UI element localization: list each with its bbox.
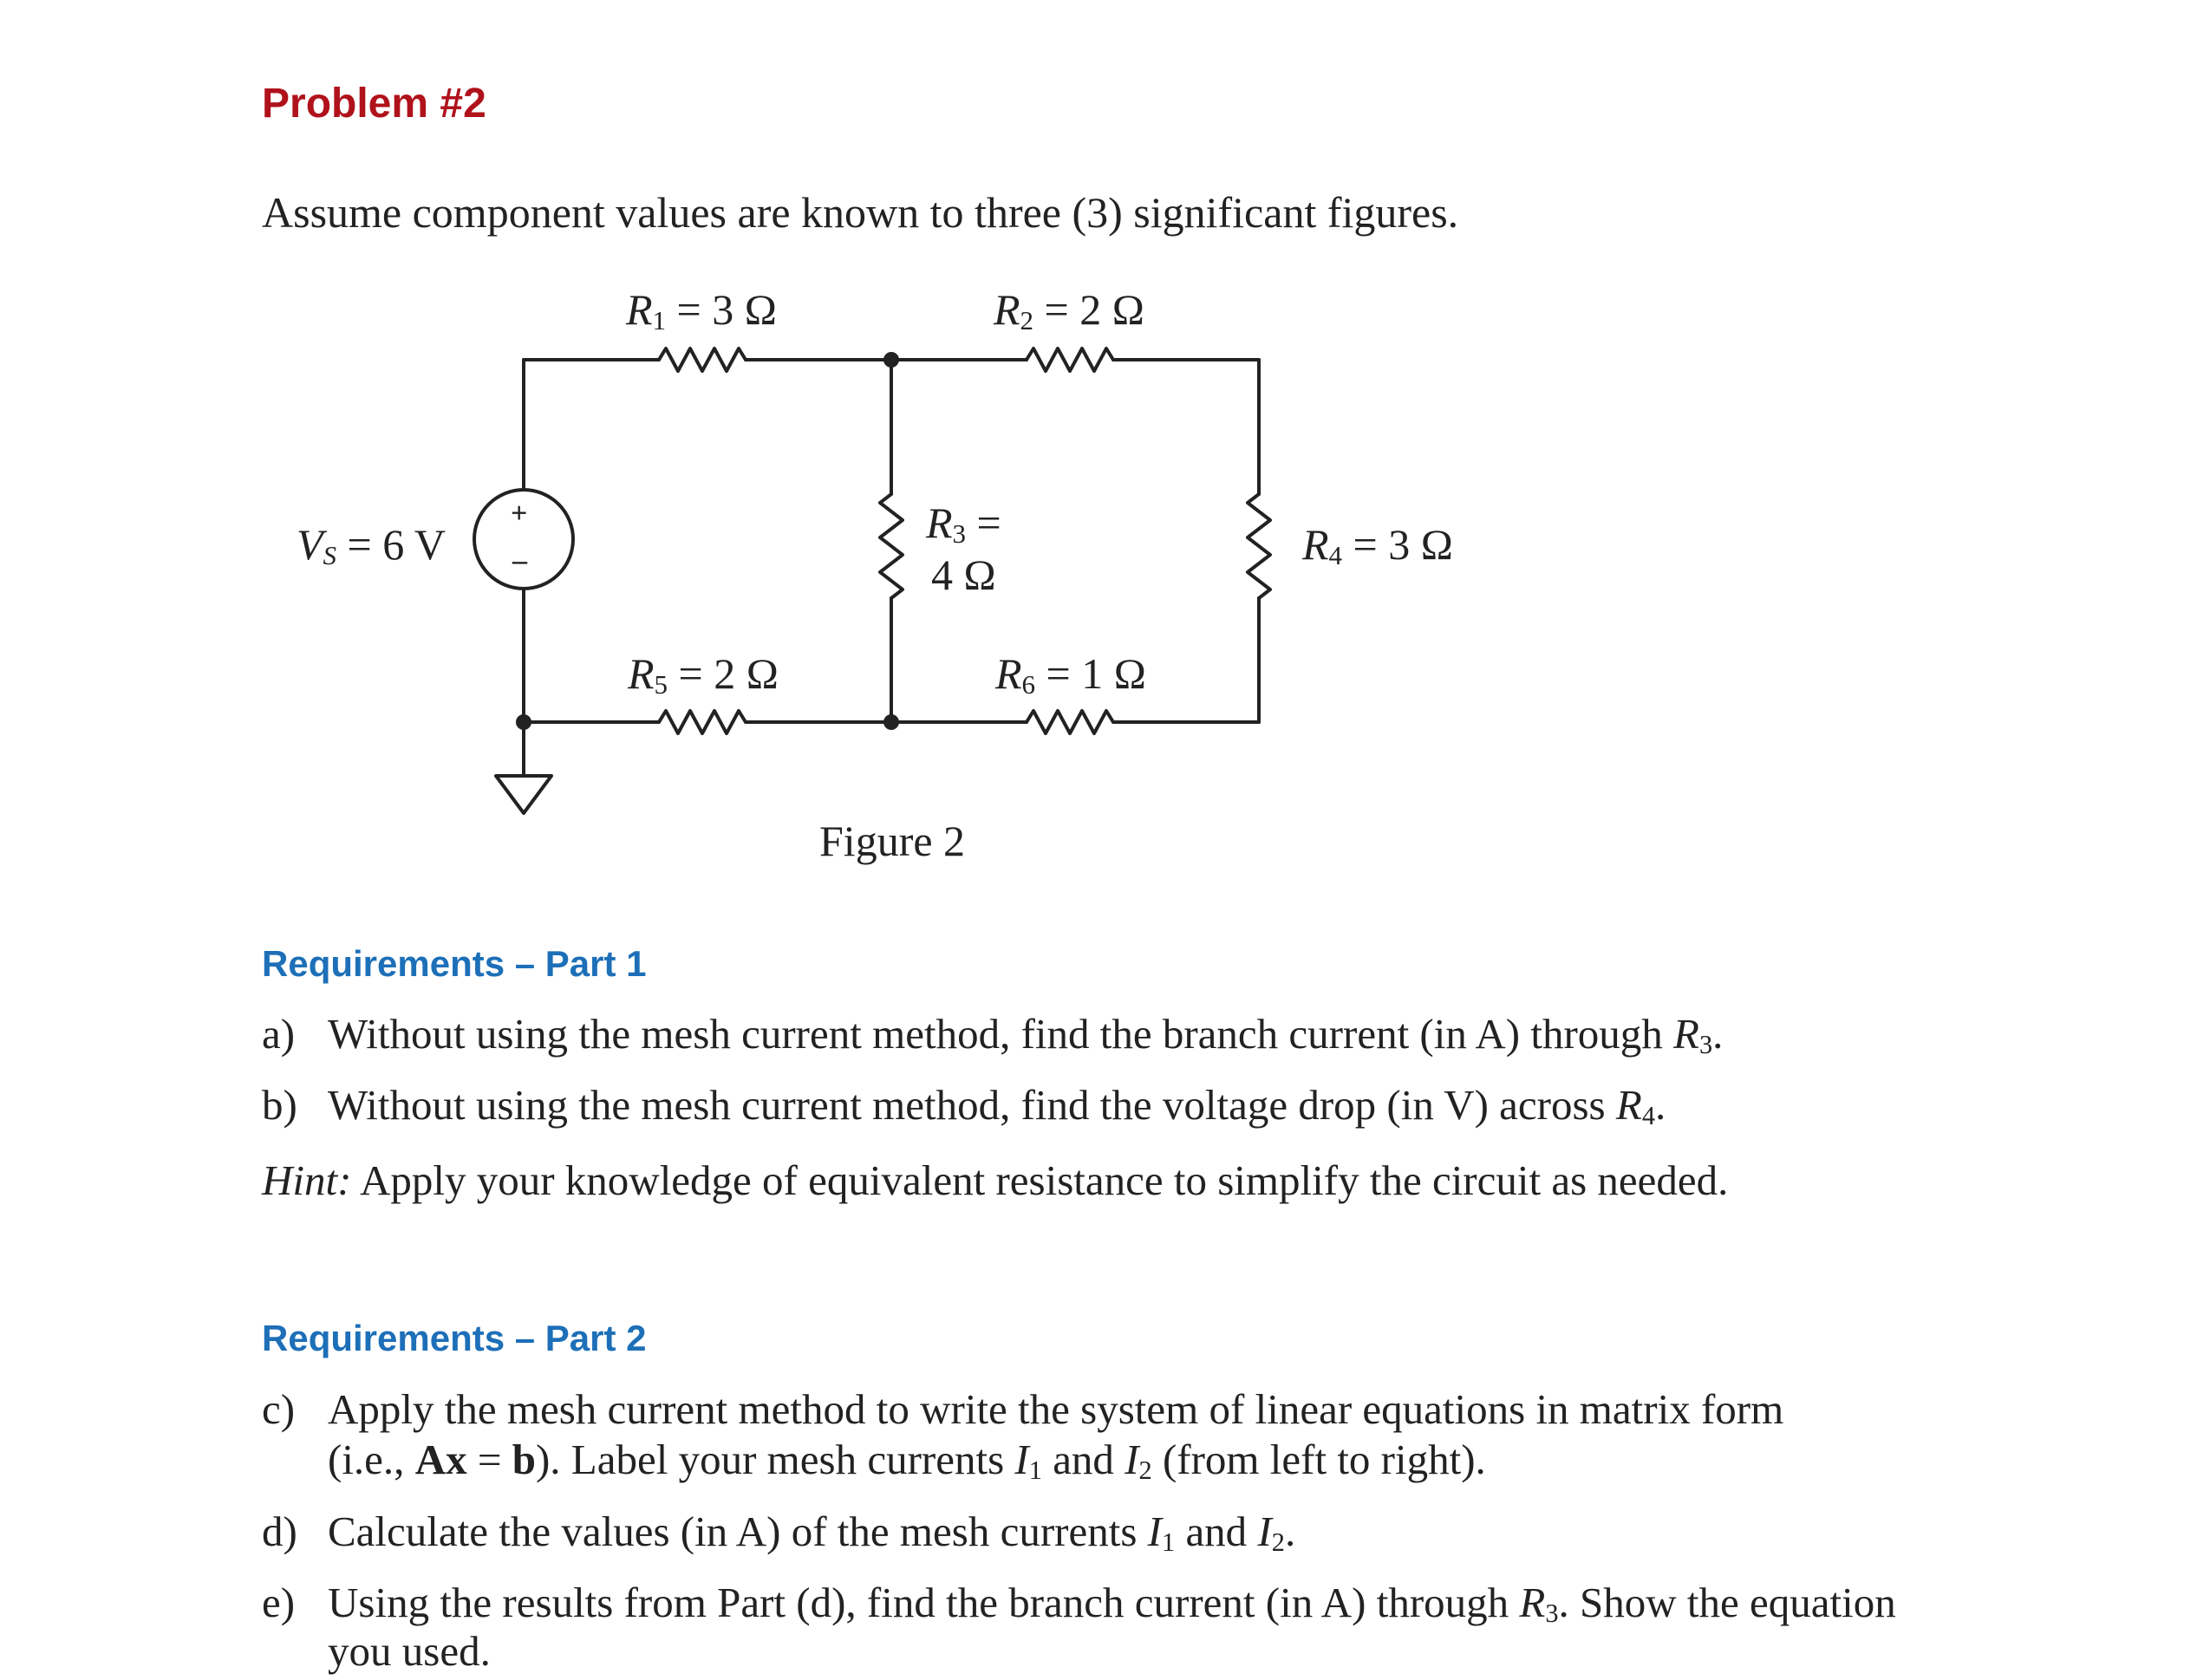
r4-subscript: 4	[1328, 540, 1343, 571]
resistor-r6	[1027, 711, 1113, 733]
r1-value: = 3 Ω	[666, 285, 777, 334]
item-c-vector-b: b	[512, 1436, 536, 1483]
r1-subscript: 1	[652, 305, 667, 336]
item-c-l2c: (from left to right).	[1151, 1436, 1486, 1483]
label-r1	[626, 285, 777, 336]
item-d-i2: I	[1257, 1507, 1272, 1555]
item-e-end: . Show the equation	[1558, 1579, 1896, 1626]
label-r3	[926, 498, 1001, 550]
hint	[262, 1156, 1728, 1206]
source-minus-sign: –	[512, 544, 527, 576]
item-d-end: .	[1284, 1507, 1296, 1555]
r2-subscript: 2	[1020, 305, 1034, 336]
item-a	[262, 1009, 1723, 1065]
r4-value: = 3 Ω	[1342, 520, 1453, 569]
item-e-line2: you used.	[328, 1627, 491, 1675]
item-b-var: R	[1615, 1081, 1642, 1129]
label-r6	[995, 649, 1146, 700]
item-c-i1: I	[1014, 1436, 1029, 1483]
item-c-and: and	[1041, 1436, 1125, 1483]
item-a-mark: a)	[262, 1010, 296, 1058]
item-e-text: Using the results from Part (d), find the branch current (in A) through	[328, 1579, 1520, 1626]
item-c	[262, 1384, 1783, 1435]
r5-symbol: R	[628, 649, 655, 698]
part1-heading: Requirements – Part 1	[262, 943, 647, 984]
resistor-r2	[1027, 348, 1113, 371]
item-e-mark: e)	[262, 1579, 296, 1626]
item-a-end: .	[1712, 1010, 1724, 1058]
item-e-var: R	[1519, 1579, 1546, 1626]
figure-caption: Figure 2	[819, 817, 966, 865]
item-d-text: Calculate the values (in A) of the mesh currents	[328, 1507, 1148, 1555]
item-c-i2-sub: 2	[1138, 1455, 1152, 1486]
item-b-mark: b)	[262, 1081, 297, 1129]
r6-symbol: R	[995, 649, 1022, 698]
resistor-r1	[659, 348, 746, 371]
r5-subscript: 5	[654, 669, 668, 700]
r4-symbol: R	[1302, 520, 1329, 569]
item-b-sub: 4	[1641, 1101, 1655, 1131]
item-b	[262, 1080, 1666, 1136]
item-e-sub: 3	[1545, 1599, 1559, 1629]
problem-title: Problem #2	[262, 81, 486, 127]
label-r5	[628, 649, 779, 700]
intro-text: Assume component values are known to three (3) significant figures.	[262, 188, 1459, 237]
item-c-line1: Apply the mesh current method to write the system of linear equations in matrix form	[328, 1385, 1784, 1433]
item-d-i1: I	[1147, 1507, 1162, 1555]
label-r4	[1302, 520, 1453, 571]
label-r3-line2: 4 Ω	[931, 550, 996, 599]
resistor-r4	[1248, 494, 1270, 598]
item-a-text: Without using the mesh current method, find the branch current (in A) through	[328, 1010, 1674, 1058]
r3-symbol: R	[926, 498, 953, 547]
source-plus-sign: +	[511, 498, 528, 530]
r6-subscript: 6	[1021, 669, 1036, 700]
r2-value: = 2 Ω	[1033, 285, 1144, 334]
item-c-i2: I	[1125, 1436, 1139, 1483]
item-c-i1-sub: 1	[1028, 1455, 1042, 1486]
node-top-mid	[883, 352, 899, 368]
r3-subscript: 3	[952, 518, 967, 550]
item-c-l2b: ). Label your mesh currents	[535, 1436, 1015, 1483]
node-bottom-mid	[883, 714, 899, 730]
hint-text: Apply your knowledge of equivalent resistance to simplify the circuit as needed.	[351, 1156, 1729, 1204]
item-c-eq: =	[466, 1436, 512, 1483]
label-r2	[994, 285, 1144, 336]
item-d-mark: d)	[262, 1507, 297, 1555]
item-b-end: .	[1655, 1081, 1666, 1129]
item-e	[262, 1578, 1896, 1633]
r1-symbol: R	[626, 285, 653, 334]
item-d-i2-sub: 2	[1271, 1527, 1285, 1558]
item-b-text: Without using the mesh current method, find the voltage drop (in V) across	[328, 1081, 1616, 1129]
item-d-i1-sub: 1	[1162, 1527, 1176, 1558]
vs-subscript: S	[323, 540, 337, 571]
item-a-sub: 3	[1698, 1030, 1713, 1060]
r2-symbol: R	[994, 285, 1020, 334]
part2-heading: Requirements – Part 2	[262, 1318, 647, 1358]
item-d	[262, 1507, 1295, 1562]
item-c-mark: c)	[262, 1385, 296, 1433]
item-d-and: and	[1175, 1507, 1258, 1555]
r5-value: = 2 Ω	[668, 649, 779, 698]
ground-icon	[496, 776, 551, 813]
item-c-l2a: (i.e.,	[328, 1436, 415, 1483]
r6-value: = 1 Ω	[1035, 649, 1146, 698]
item-c-vector-x: x	[446, 1436, 467, 1483]
resistor-r3	[880, 494, 903, 598]
hint-label: Hint:	[262, 1156, 352, 1204]
item-c-matrix-a: A	[414, 1436, 447, 1483]
r3-value: =	[966, 498, 1001, 547]
resistor-r5	[659, 711, 746, 733]
vs-symbol: V	[297, 520, 323, 569]
label-vs	[297, 520, 446, 571]
item-a-var: R	[1673, 1010, 1699, 1058]
vs-value: = 6 V	[336, 520, 446, 569]
node-bottom-left	[516, 714, 531, 730]
item-c-line2	[328, 1435, 1486, 1490]
